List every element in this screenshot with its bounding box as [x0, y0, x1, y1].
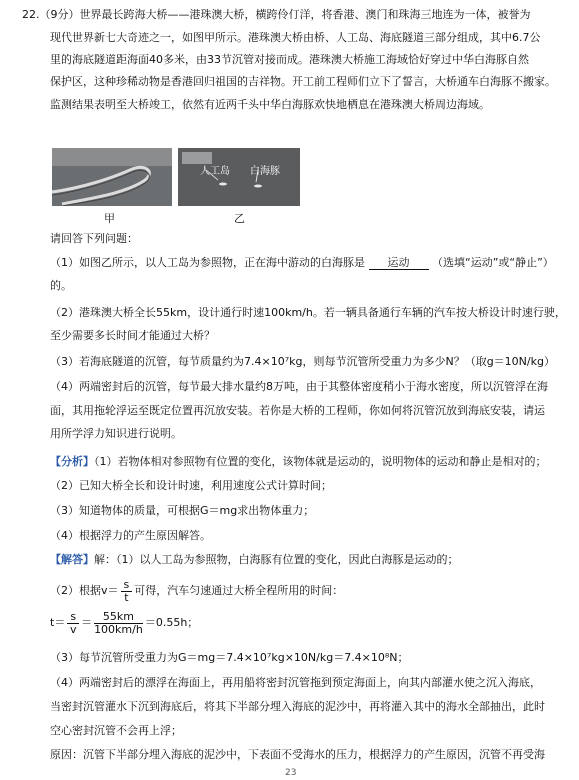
solution-line-7: 原因：沉管下半部分埋入海底的泥沙中，下表面不受海水的压力，根据浮力的产生原因，沉管不再受海	[50, 748, 545, 761]
q3-line: （3）若海底隧道的沉管，每节质量约为7.4×10⁷kg，则每节沉管所受重力为多少N？（取g＝10N/kg）	[50, 355, 555, 368]
q4-line: （4）两端密封后的沉管，每节最大排水量约8万吨，由于其整体密度稍小于海水密度，所以沉管浮在海	[50, 380, 548, 393]
solution-line-5: 当密封沉管灌水下沉到海底后，将其下半部分埋入海底的泥沙中，再将灌入其中的海水全部抽出，此时	[50, 700, 545, 713]
q1-text: （1）如图乙所示，以人工岛为参照物，正在海中游动的白海豚是	[50, 256, 365, 269]
q4-line-2: 面，其用拖轮浮运至既定位置再沉放安装。若你是大桥的工程师，你如何将沉管沉放到海底安装，请运	[50, 404, 545, 417]
analysis-line-1	[50, 455, 547, 469]
solution-1: 解：（1）以人工岛为参照物，白海豚有位置的变化，因此白海豚是运动的；	[94, 553, 459, 566]
figure-right-caption: 乙	[234, 212, 245, 225]
solution-line-3: （3）每节沉管所受重力为G＝mg＝7.4×10⁷kg×10N/kg＝7.4×10⁸N；	[50, 651, 409, 664]
q1-line-2: 的。	[50, 279, 72, 292]
question-line-3: 里的海底隧道距海面40多米，由33节沉管对接而成。港珠澳大桥施工海域恰好穿过中华白海豚自然	[50, 53, 529, 66]
island-dolphin-illustration	[178, 148, 300, 206]
time-fraction-2	[94, 611, 143, 636]
velocity-fraction-num: s	[121, 579, 133, 592]
q1-line	[50, 256, 554, 270]
q2-line-2: 至少需要多长时间才能通过大桥？	[50, 329, 215, 342]
label-white-dolphin: 白海豚	[250, 166, 280, 177]
q2-line: （2）港珠澳大桥全长55km，设计通行时速100km/h。若一辆具备通行车辆的汽车按大桥设计时速行驶，	[50, 306, 566, 319]
solution-tag: 【解答】	[50, 553, 94, 566]
label-artificial-island: 人工岛	[200, 166, 230, 177]
analysis-tag: 【分析】	[50, 455, 94, 468]
time-fraction-1-num: s	[67, 611, 79, 624]
velocity-fraction	[121, 579, 133, 604]
q1-options: （选填“运动”或“静止”）	[432, 256, 554, 269]
solution-line-4: （4）两端密封后的漂浮在海面上，再用船将密封沉管拖到预定海面上，向其内部灌水使之沉入海底，	[50, 676, 541, 689]
solution-line-2	[50, 578, 343, 604]
time-fraction-2-den: 100km/h	[94, 622, 143, 636]
time-rhs: ＝0.55h；	[144, 616, 199, 629]
time-equals: ＝	[81, 616, 93, 629]
analysis-line-4: （4）根据浮力的产生原因解答。	[50, 529, 211, 542]
analysis-1: （1）若物体相对参照物有位置的变化，该物体就是运动的，说明物体的运动和静止是相对的；	[94, 455, 547, 468]
figure-bridge-photo	[52, 148, 172, 206]
time-fraction-1	[67, 611, 79, 636]
time-lhs: t＝	[50, 616, 66, 629]
solution-2-suffix: 可得，汽车匀速通过大桥全程所用的时间：	[134, 584, 344, 597]
velocity-fraction-den: t	[124, 590, 129, 604]
time-fraction-2-num: 55km	[94, 611, 143, 624]
prompt-line: 请回答下列问题：	[50, 232, 138, 245]
question-line-4: 保护区，这种珍稀动物是香港回归祖国的吉祥物。开工前工程师们立下了誓言，大桥通车白海豚不搬家。	[50, 75, 556, 88]
analysis-line-3: （3）知道物体的质量，可根据G＝mg求出物体重力；	[50, 504, 315, 517]
q4-line-3: 用所学浮力知识进行说明。	[50, 427, 182, 440]
question-header: 22.（9分）世界最长跨海大桥——港珠澳大桥，横跨伶仃洋，将香港、澳门和珠海三地连为一体，被誉为	[22, 8, 531, 21]
page-number: 23	[285, 768, 297, 778]
question-line-5: 监测结果表明至大桥竣工，依然有近两千头中华白海豚欢快地栖息在港珠澳大桥周边海域。	[50, 98, 490, 111]
analysis-line-2: （2）已知大桥全长和设计时速，利用速度公式计算时间；	[50, 479, 332, 492]
figure-left-caption: 甲	[104, 212, 115, 225]
bridge-illustration	[52, 148, 172, 206]
question-line-2: 现代世界新七大奇迹之一，如图甲所示。港珠澳大桥由桥、人工岛、海底隧道三部分组成，其中6.7公	[50, 31, 541, 44]
solution-2-prefix: （2）根据v＝	[50, 584, 119, 597]
q1-answer-blank: 运动	[369, 257, 429, 270]
solution-line-6: 空心密封沉管不会再上浮；	[50, 724, 182, 737]
time-formula	[50, 608, 198, 638]
figure-dolphin-photo	[178, 148, 300, 206]
solution-line-1	[50, 553, 459, 567]
time-fraction-1-den: v	[69, 622, 77, 636]
